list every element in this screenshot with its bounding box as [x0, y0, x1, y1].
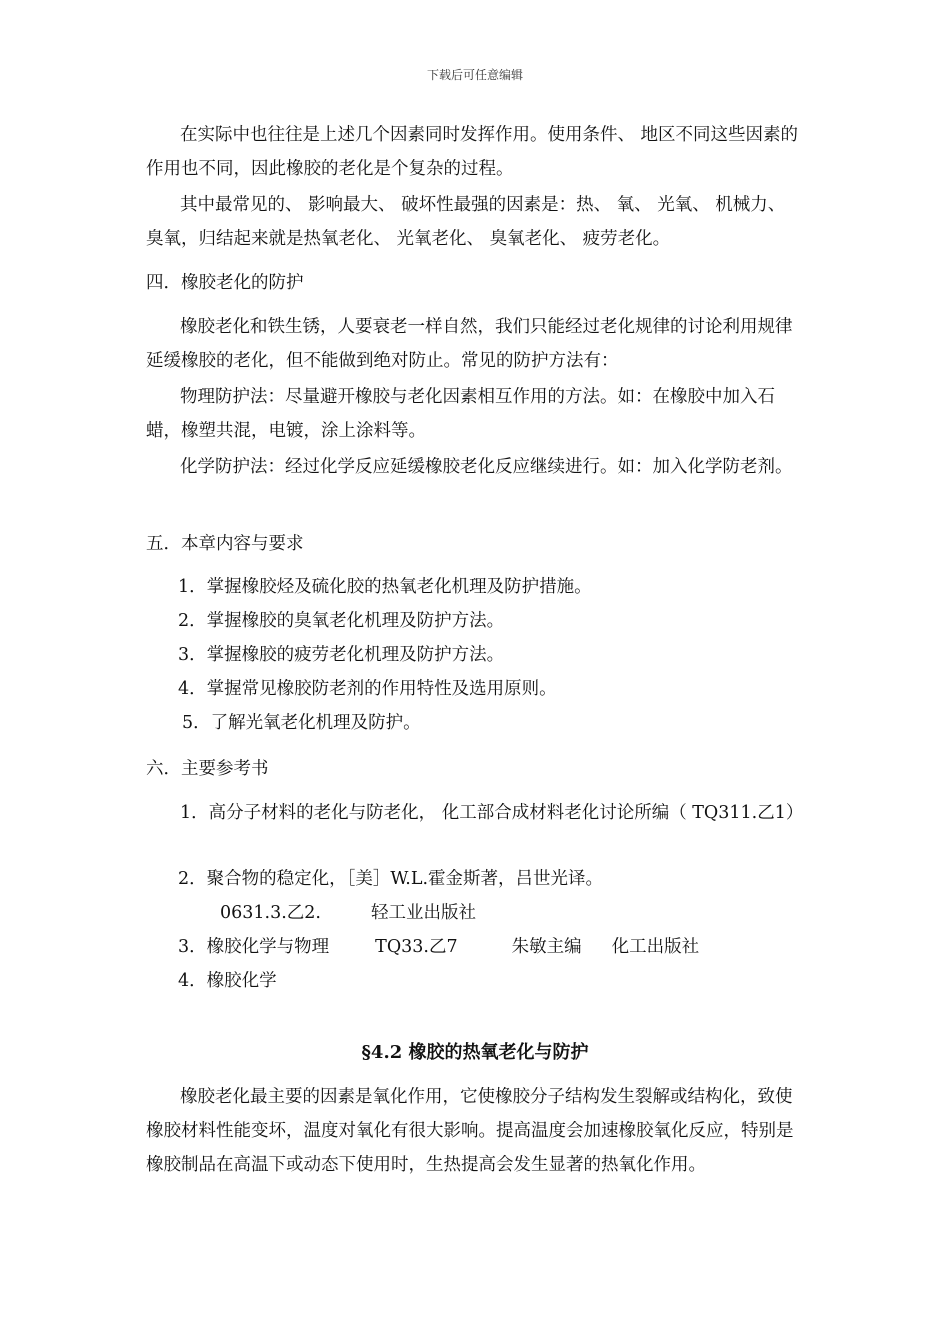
- reference-3-editor: 朱敏主编: [511, 937, 582, 957]
- paragraph-factors-combined: 在实际中也往往是上述几个因素同时发挥作用。使用条件、 地区不同这些因素的作用也不同，因此橡胶的老化是个复杂的过程。: [146, 125, 799, 179]
- header-note: 下载后可任意编辑: [426, 68, 523, 82]
- reference-2-code: 0631.3.乙2.: [220, 903, 321, 923]
- reference-1: 1．高分子材料的老化与防老化， 化工部合成材料老化讨论所编（ TQ311.乙1）: [180, 803, 804, 823]
- requirement-item-2: 2．掌握橡胶的臭氧老化机理及防护方法。: [178, 611, 505, 631]
- reference-2-publisher: 轻工业出版社: [371, 903, 476, 923]
- section-4-2-title: §4.2 橡胶的热氧老化与防护: [361, 1042, 589, 1063]
- reference-2: 2．聚合物的稳定化，［美］W.L.霍金斯著，吕世光译。: [178, 869, 604, 889]
- requirement-item-5: 5．了解光氧老化机理及防护。: [182, 713, 421, 733]
- requirement-item-4: 4．掌握常见橡胶防老剂的作用特性及选用原则。: [178, 679, 557, 699]
- reference-3-code: TQ33.乙7: [375, 937, 458, 957]
- reference-4: 4．橡胶化学: [178, 971, 277, 991]
- requirement-item-3: 3．掌握橡胶的疲劳老化机理及防护方法。: [178, 645, 505, 665]
- paragraph-protection-intro: 橡胶老化和铁生锈，人要衰老一样自然，我们只能经过老化规律的讨论利用规律延缓橡胶的老化，但不能做到绝对防止。常见的防护方法有：: [146, 317, 793, 371]
- heading-section-6: 六．主要参考书: [146, 759, 269, 779]
- paragraph-chemical-protection: 化学防护法：经过化学反应延缓橡胶老化反应继续进行。如：加入化学防老剂。: [180, 457, 793, 477]
- paragraph-common-factors: 其中最常见的、 影响最大、 破坏性最强的因素是：热、 氧、 光氧、 机械力、 臭氧，归结起来就是热氧老化、 光氧老化、 臭氧老化、 疲劳老化。: [146, 195, 786, 249]
- heading-section-4: 四．橡胶老化的防护: [146, 273, 304, 293]
- heading-section-5: 五．本章内容与要求: [146, 534, 304, 554]
- paragraph-thermal-oxidation: 橡胶老化最主要的因素是氧化作用，它使橡胶分子结构发生裂解或结构化，致使橡胶材料性能变坏，温度对氧化有很大影响。提高温度会加速橡胶氧化反应，特别是橡胶制品在高温下或动态下使用时，生热提高会发生显著的热氧化作用。: [146, 1087, 794, 1175]
- requirement-item-1: 1．掌握橡胶烃及硫化胶的热氧老化机理及防护措施。: [178, 577, 592, 597]
- paragraph-physical-protection: 物理防护法：尽量避开橡胶与老化因素相互作用的方法。如：在橡胶中加入石蜡，橡塑共混，电镀，涂上涂料等。: [146, 387, 775, 441]
- reference-3-title: 3．橡胶化学与物理: [178, 937, 330, 957]
- reference-3-publisher: 化工出版社: [611, 937, 700, 957]
- reference-2-details: [220, 896, 720, 930]
- reference-3: [178, 930, 806, 964]
